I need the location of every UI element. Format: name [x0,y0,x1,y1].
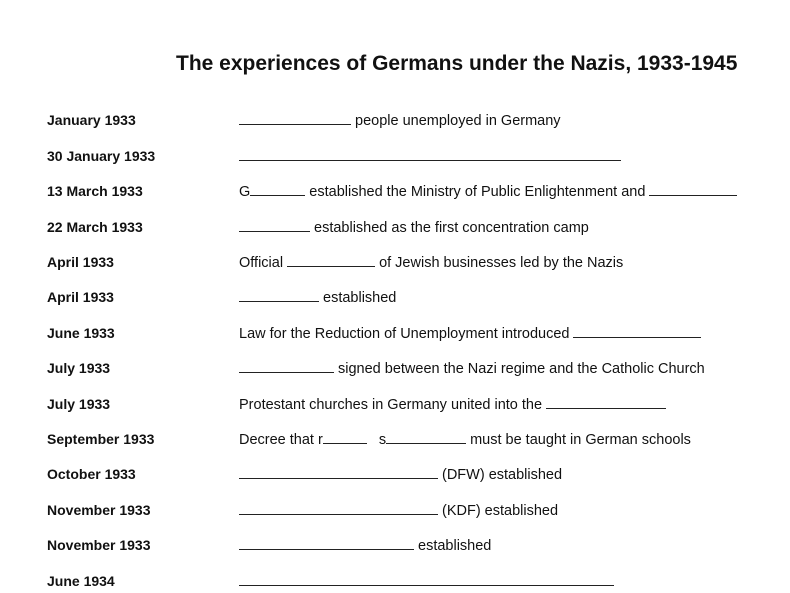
timeline-row [0,252,790,272]
row-date: July 1933 [47,360,111,376]
row-content [239,217,589,238]
row-content [239,110,561,131]
timeline-row [0,110,790,130]
timeline-row [0,181,790,201]
row-text: (KDF) established [442,503,559,519]
timeline-row [0,500,790,520]
row-content [239,535,491,556]
timeline-row [0,571,790,591]
row-date: April 1933 [47,289,114,305]
row-content [239,252,623,273]
row-content [239,571,614,592]
fill-in-blank[interactable] [239,287,319,302]
row-text: G [239,184,251,200]
fill-in-blank[interactable] [239,110,351,125]
row-text: signed between the Nazi regime and the Catholic Church [338,361,705,377]
row-text: (DFW) established [442,467,563,483]
row-text: Law for the Reduction of Unemployment introduced [239,326,570,342]
fill-in-blank[interactable] [239,464,438,479]
fill-in-blank[interactable] [649,181,737,196]
row-date: 22 March 1933 [47,219,143,235]
row-date: October 1933 [47,466,136,482]
row-content [239,287,396,308]
row-date: April 1933 [47,254,114,270]
fill-in-blank[interactable] [239,217,310,232]
fill-in-blank[interactable] [573,323,701,338]
row-text: people unemployed in Germany [355,113,561,129]
row-content [239,394,666,415]
timeline-row [0,464,790,484]
row-content [239,358,705,379]
row-date: June 1933 [47,325,115,341]
timeline-row [0,287,790,307]
timeline-row [0,358,790,378]
row-date: 13 March 1933 [47,183,143,199]
fill-in-blank[interactable] [239,146,621,161]
timeline-row [0,535,790,555]
fill-in-blank[interactable] [323,429,367,444]
row-content [239,500,558,521]
timeline-row [0,217,790,237]
fill-in-blank[interactable] [239,500,438,515]
row-text: Protestant churches in Germany united into the [239,397,543,413]
fill-in-blank[interactable] [287,252,375,267]
row-text: Official [239,255,284,271]
row-text: established [323,290,397,306]
row-text: Decree that r [239,432,323,448]
fill-in-blank[interactable] [386,429,466,444]
row-text: established the Ministry of Public Enlightenment and [309,184,646,200]
row-date: June 1934 [47,573,115,589]
row-text: established as the first concentration camp [314,220,589,236]
page-title: The experiences of Germans under the Nazis, 1933-1945 [176,52,738,75]
fill-in-blank[interactable] [239,571,614,586]
timeline-row [0,394,790,414]
fill-in-blank[interactable] [250,181,305,196]
timeline-row [0,146,790,166]
row-text: established [418,538,492,554]
fill-in-blank[interactable] [546,394,666,409]
timeline-row [0,323,790,343]
row-text: must be taught in German schools [470,432,691,448]
fill-in-blank[interactable] [239,535,414,550]
row-content [239,464,562,485]
row-content [239,323,701,344]
row-date: January 1933 [47,112,136,128]
row-text: s [378,432,387,448]
row-date: 30 January 1933 [47,148,156,164]
row-content [239,181,737,202]
row-date: November 1933 [47,537,151,553]
row-date: November 1933 [47,502,151,518]
row-date: July 1933 [47,396,111,412]
row-content [239,146,621,167]
row-text: of Jewish businesses led by the Nazis [379,255,624,271]
timeline-row [0,429,790,449]
row-date: September 1933 [47,431,155,447]
row-content [239,429,691,450]
fill-in-blank[interactable] [239,358,334,373]
